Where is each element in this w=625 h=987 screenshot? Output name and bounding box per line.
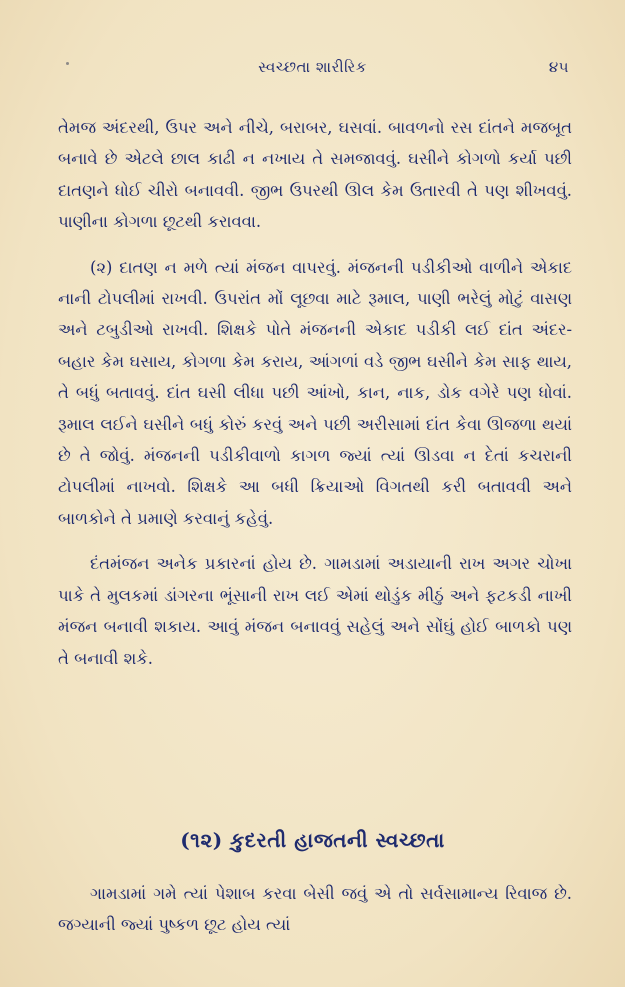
running-header [0,58,625,84]
paragraph-4: ગામડામાં ગમે ત્યાં પેશાબ કરવા બેસી જવું એ તો સર્વસામાન્ય રિવાજ છે. જગ્યાની જ્યાં પુષ્કળ છૂટ હોય ત્યાં [58,884,572,935]
running-title: સ્વચ્છતા શારીરિક [258,58,367,76]
paragraph-3: દંતમંજન અનેક પ્રકારનાં હોય છે. ગામડામાં અડાયાની રાખ અગર ચોખા પાકે તે મુલકમાં ડાંગરના ભૂંસાની રાખ લઈ એમાં થોડુંક મીઠું અને ફટકડી નાખી મંજન બનાવી શકાય. આવું મંજન બનાવવું સહેલું અને સોંઘું હોઈ બાળકો પણ તે બનાવી શકે. [58,554,572,668]
paragraph-2: (૨) દાતણ ન મળે ત્યાં મંજન વાપરવું. મંજનની પડીકીઓ વાળીને એકાદ નાની ટોપલીમાં રાખવી. ઉપરાંત મોં લૂછવા માટે રૂમાલ, પાણી ભરેલું મોટું વાસણ અને ટબુડીઓ રાખવી. શિક્ષકે પોતે મંજનની એકાદ પડીકી લઈ દાંત અંદર-બહાર કેમ ઘસાય, કોગળા કેમ કરાય, આંગળાં વડે જીભ ઘસીને કેમ સાફ થાય, તે બધું બતાવવું. દાંત ઘસી લીધા પછી આંખો, કાન, નાક, ડોક વગેરે પણ ધોવાં. રૂમાલ લઈને ઘસીને બધું કોરું કરવું અને પછી અરીસામાં દાંત કેવા ઊજળા થયાં છે તે જોવું. મંજનની પડીકીવાળો કાગળ જ્યાં ત્યાં ઊડવા ન દેતાં કચરાની ટોપલીમાં નાખવો. શિક્ષકે આ બધી ક્રિયાઓ વિગતથી કરી બતાવવી અને બાળકોને તે પ્રમાણે કરવાનું કહેવું. [58,257,572,528]
paragraph-1: તેમજ અંદરથી, ઉપર અને નીચે, બરાબર, ઘસવાં. બાવળનો રસ દાંતને મજબૂત બનાવે છે એટલે છાલ કાઢી ન નખાય તે સમજાવવું. ઘસીને કોગળો કર્યા પછી દાતણને ધોઈ ચીરો બનાવવી. જીભ ઉપરથી ઊલ કેમ ઉતારવી તે પણ શીખવવું. પાણીના કોગળા છૂટથી કરાવવા. [58,118,572,232]
page-number: ૪૫ [548,58,569,76]
body-text [58,112,572,674]
section-heading: (૧૨) કુદરતી હાજતની સ્વચ્છતા [180,828,445,852]
